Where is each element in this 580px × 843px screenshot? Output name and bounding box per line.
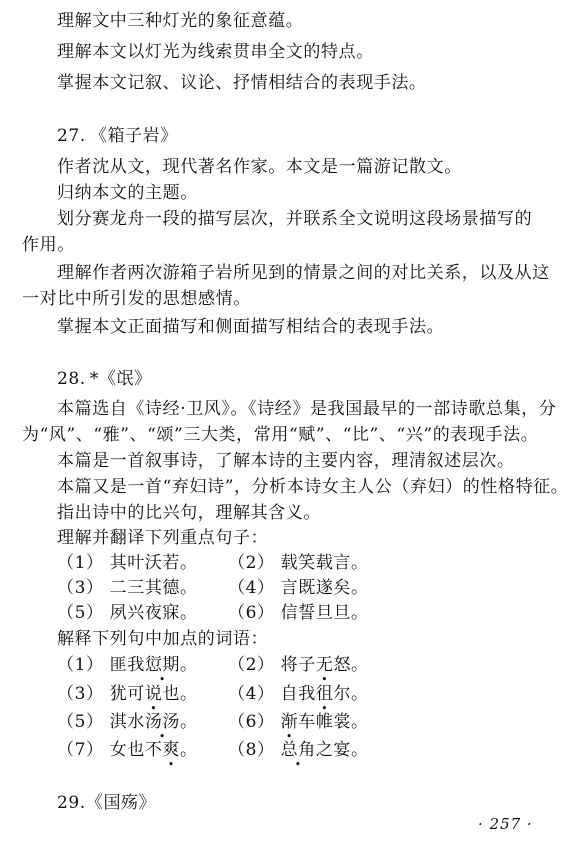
word-item: （4） 自我徂尔。 — [228, 684, 369, 704]
section-29-heading — [57, 792, 156, 814]
sentence-item: （6） 信誓旦旦。 — [228, 603, 369, 623]
emphasized-word: 汤汤 — [144, 712, 181, 732]
emphasized-word: 愆期 — [144, 655, 181, 675]
objective-line-3: 掌握本文记叙、议论、抒情相结合的表现手法。 — [57, 73, 427, 93]
section-28-line-1: 本篇选自《诗经·卫风》。《诗经》是我国最早的一部诗歌总集，分 — [57, 399, 557, 419]
emphasized-word: 无 — [315, 655, 334, 675]
word-item: （8） 总角之宴。 — [228, 740, 369, 760]
emphasized-word: 说 — [144, 684, 163, 704]
section-27-heading — [57, 125, 178, 147]
word-item: （6） 渐车帷裳。 — [228, 712, 369, 732]
section-29-title: 《国殇》 — [85, 793, 157, 813]
section-28-line-6: 理解并翻译下列重点句子： — [57, 528, 269, 548]
section-28-number: 28. — [57, 369, 86, 389]
word-item: （5） 淇水汤汤。 — [57, 712, 198, 732]
section-27-title: 《箱子岩》 — [89, 126, 178, 146]
sentence-item: （2） 载笑载言。 — [228, 553, 369, 573]
section-27-line-3: 划分赛龙舟一段的描写层次，并联系全文说明这段场景描写的 — [57, 209, 533, 229]
section-28-line-5: 指出诗中的比兴句，理解其含义。 — [57, 503, 321, 523]
section-28-title: *《氓》 — [89, 369, 152, 389]
section-27-line-5: 理解作者两次游箱子岩所见到的情景之间的对比关系，以及从这 — [57, 263, 550, 283]
objective-line-2: 理解本文以灯光为线索贯串全文的特点。 — [57, 42, 374, 62]
word-item: （2） 将子无怒。 — [228, 655, 369, 675]
emphasized-word: 爽 — [162, 740, 181, 760]
sentence-item: （5） 夙兴夜寐。 — [57, 603, 198, 623]
page-number: · 257 · — [478, 815, 533, 833]
sentence-item: （4） 言既遂矣。 — [228, 578, 369, 598]
section-28-line-3: 本篇是一首叙事诗，了解本诗的主要内容，理清叙述层次。 — [57, 451, 515, 471]
section-28-line-4: 本篇又是一首“弃妇诗”，分析本诗女主人公（弃妇）的性格特征。 — [57, 477, 569, 497]
words-heading: 解释下列句中加点的词语： — [57, 629, 269, 649]
section-27-line-2: 归纳本文的主题。 — [57, 183, 198, 203]
section-28-line-2: 为“风”、“雅”、“颂”三大类，常用“赋”、“比”、“兴”的表现手法。 — [22, 425, 539, 445]
section-27-number: 27. — [57, 126, 86, 146]
emphasized-word: 徂 — [315, 684, 334, 704]
section-27-line-7: 掌握本文正面描写和侧面描写相结合的表现手法。 — [57, 317, 445, 337]
sentence-item: （3） 二三其德。 — [57, 578, 198, 598]
emphasized-word: 渐 — [280, 712, 299, 732]
section-27-line-4: 作用。 — [22, 235, 75, 255]
emphasized-word: 总角 — [280, 740, 316, 760]
section-27-line-1: 作者沈从文，现代著名作家。本文是一篇游记散文。 — [57, 157, 462, 177]
word-item: （3） 犹可说也。 — [57, 684, 198, 704]
section-27-line-6: 一对比中所引发的思想感情。 — [22, 289, 251, 309]
sentence-item: （1） 其叶沃若。 — [57, 553, 198, 573]
section-29-number: 29. — [57, 793, 86, 813]
objective-line-1: 理解文中三种灯光的象征意蕴。 — [57, 11, 304, 31]
word-item: （7） 女也不爽。 — [57, 740, 198, 760]
word-item: （1） 匪我愆期。 — [57, 655, 198, 675]
section-28-heading — [57, 368, 152, 390]
